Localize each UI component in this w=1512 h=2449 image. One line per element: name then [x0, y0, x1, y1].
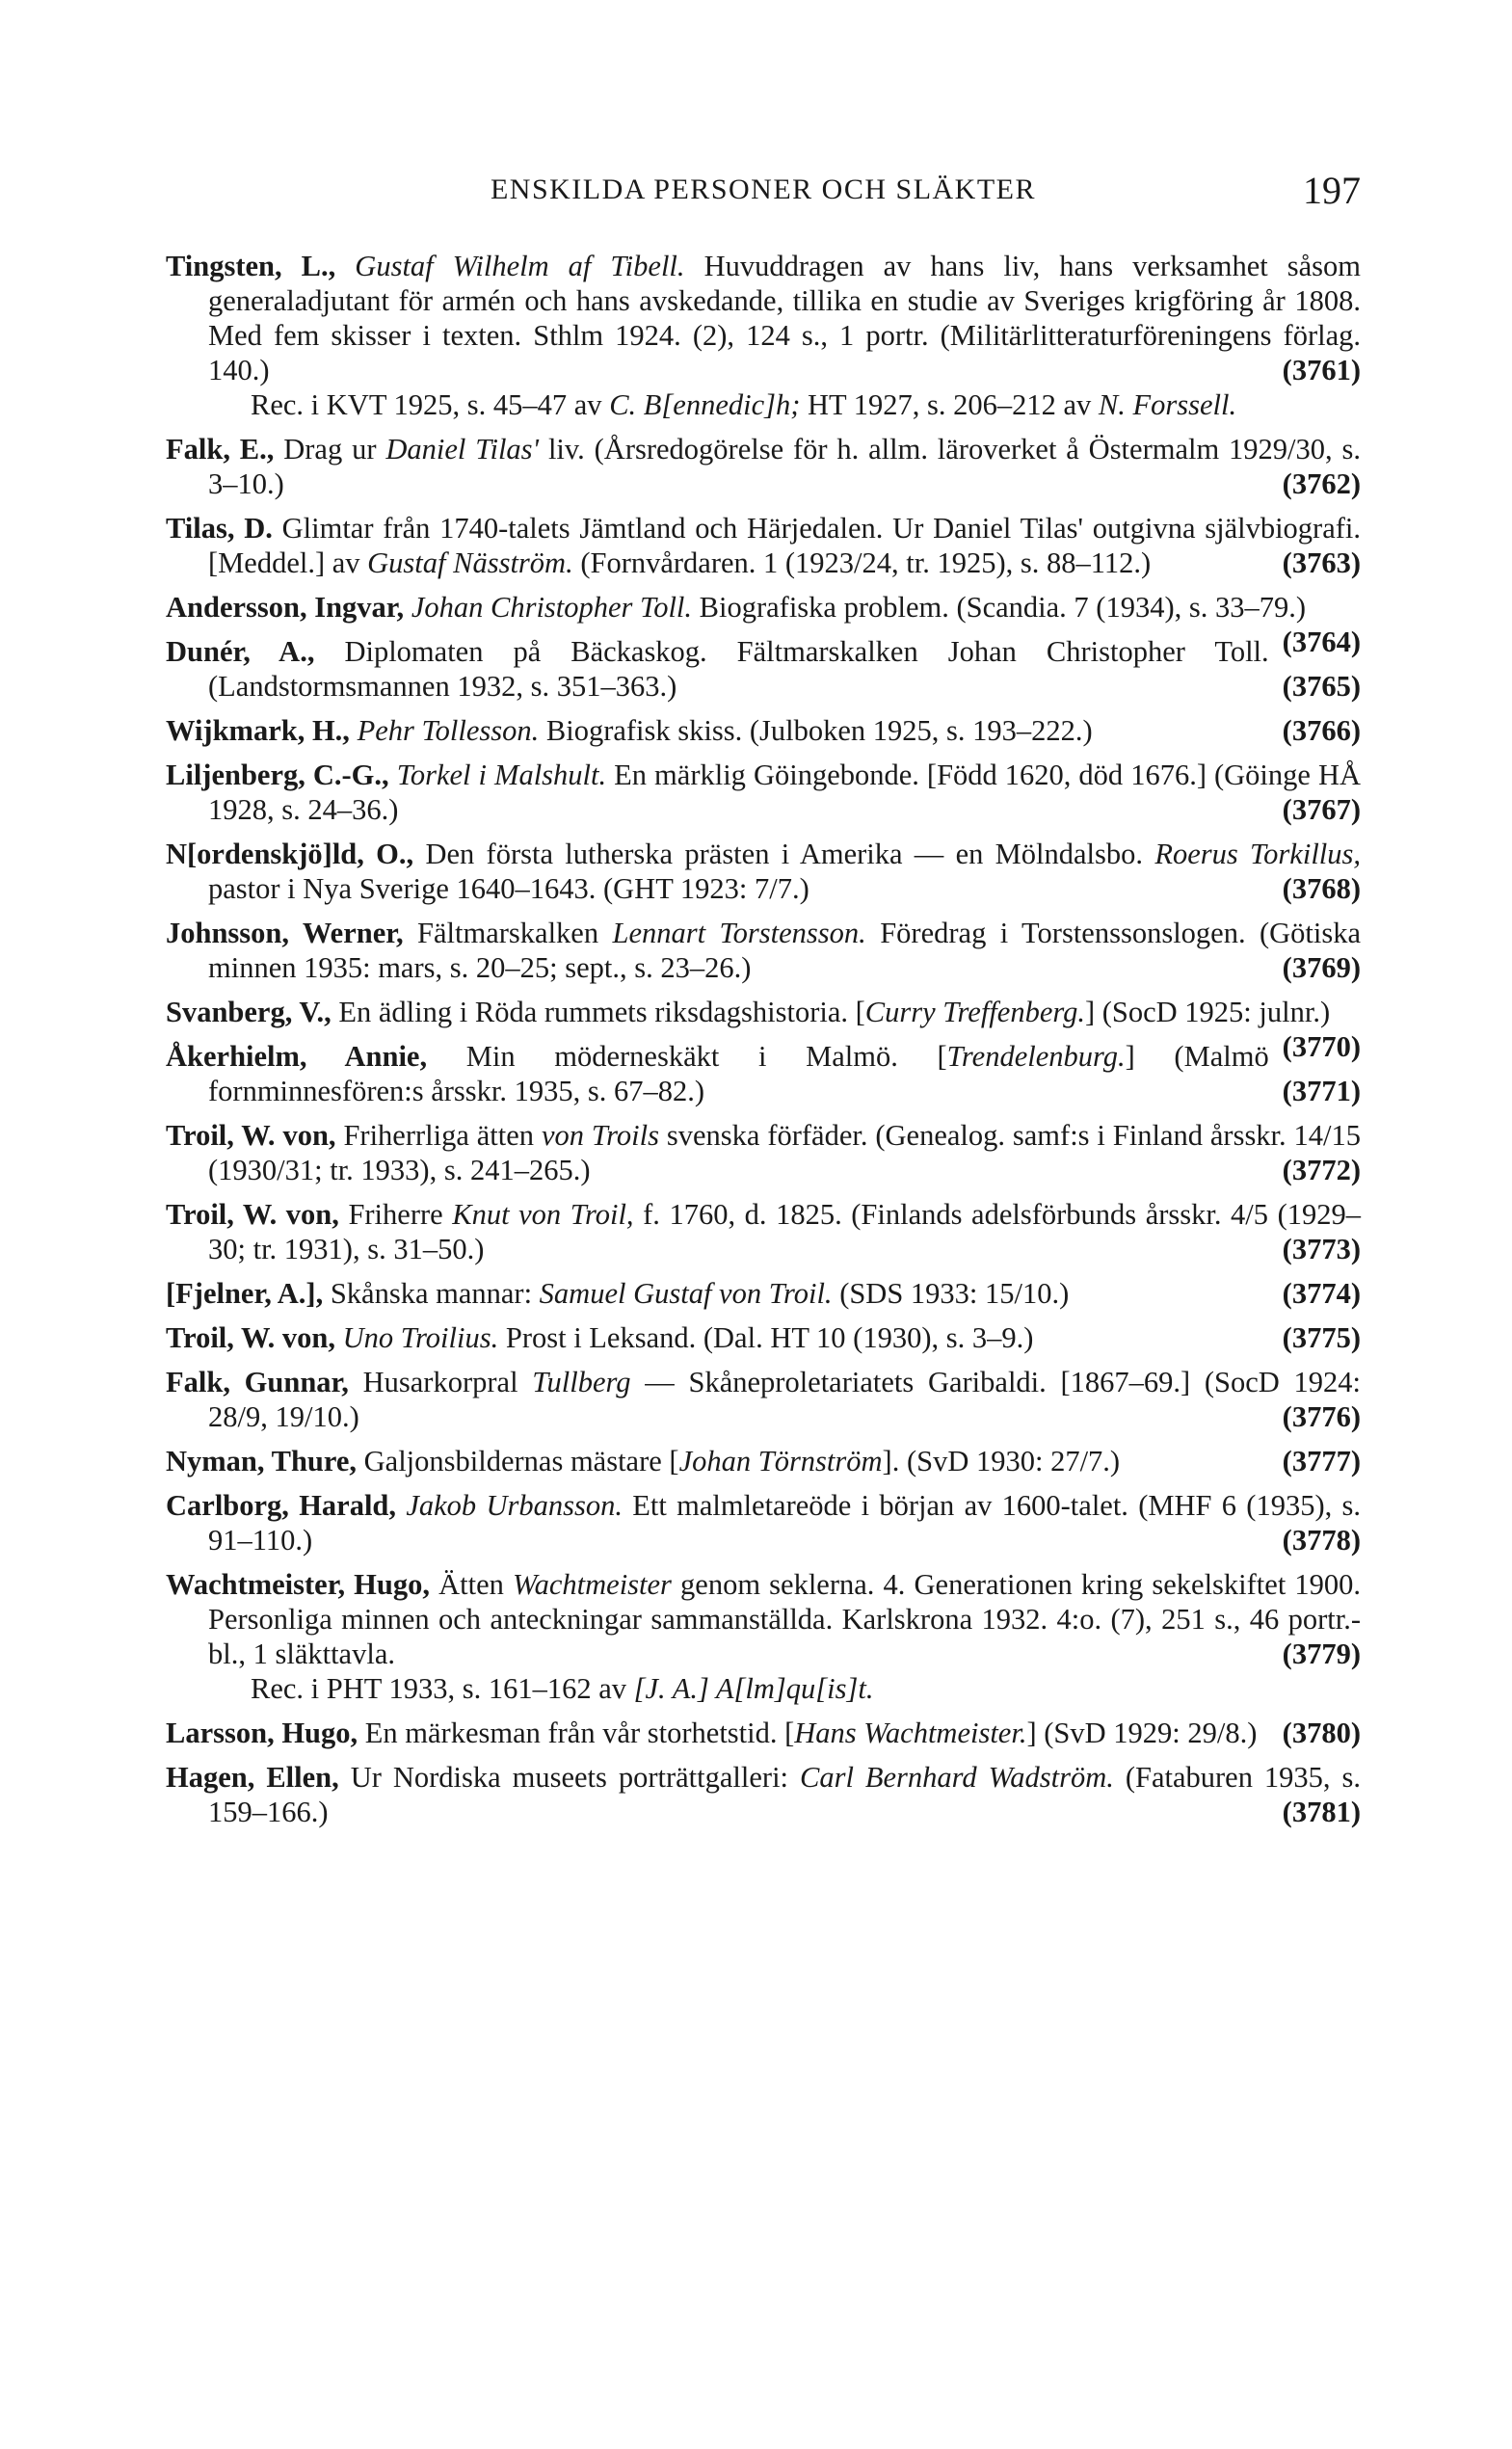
entry-author: Carlborg, Harald, — [166, 1489, 397, 1522]
entry-pre: Ur Nordiska museets porträttgalleri: — [350, 1761, 789, 1794]
entry-number: (3776) — [1282, 1400, 1361, 1433]
entry-3780 — [166, 1716, 1361, 1750]
entry-3773 — [166, 1197, 1361, 1266]
entry-3763 — [166, 511, 1361, 580]
entry-author: N[ordenskjö]ld, O., — [166, 838, 414, 870]
entry-3774 — [166, 1276, 1361, 1311]
entry-number: (3771) — [1282, 1075, 1361, 1107]
entry-3765 — [166, 634, 1361, 704]
entry-number: (3761) — [1282, 354, 1361, 386]
entry-title: Roerus Torkillus, — [1154, 838, 1362, 870]
entry-text: Biografiska problem. (Scandia. 7 (1934), s. 33–79.) — [699, 591, 1307, 624]
entry-number: (3774) — [1282, 1277, 1361, 1310]
entry-author: Wijkmark, H., — [166, 714, 350, 747]
entry-3777 — [166, 1444, 1361, 1478]
review-3761 — [166, 387, 1361, 422]
entry-number: (3763) — [1282, 546, 1361, 579]
entry-title: Trendelenburg. — [946, 1040, 1126, 1073]
entry-number: (3778) — [1282, 1524, 1361, 1557]
entry-pre: Husarkorpral — [362, 1366, 518, 1398]
entry-author: Hagen, Ellen, — [166, 1761, 339, 1794]
running-head-title: ENSKILDA PERSONER OCH SLÄKTER — [490, 173, 1037, 205]
entry-title: Samuel Gustaf von Troil. — [539, 1277, 833, 1310]
entry-3781 — [166, 1760, 1361, 1829]
entry-text: — Skåneproletariatets Garibaldi. [1867–69.] (SocD 1924: 28/9, 19/10.) — [208, 1366, 1362, 1433]
entry-number: (3766) — [1282, 714, 1361, 747]
entry-3779 — [166, 1567, 1361, 1671]
entry-title: Uno Troilius. — [342, 1321, 499, 1354]
entry-number: (3765) — [1282, 670, 1361, 703]
entry-number: (3764) — [1282, 626, 1361, 658]
review-author: C. B[ennedic]h; — [609, 388, 801, 421]
entry-text-2: (Fornvårdaren. 1 (1923/24, tr. 1925), s. 88–112.) — [580, 546, 1152, 579]
bibliography-list — [166, 249, 1361, 1829]
entry-3772 — [166, 1118, 1361, 1187]
entry-text: En märklig Göingebonde. [Född 1620, död 1676.] (Göinge HÅ 1928, s. 24–36.) — [208, 759, 1362, 826]
entry-title: Johan Törnström — [678, 1445, 883, 1477]
entry-title: Lennart Torstensson. — [612, 917, 866, 949]
entry-number: (3773) — [1282, 1233, 1361, 1265]
entry-text: En märkesman från vår storhetstid. [ — [364, 1717, 795, 1749]
entry-number: (3767) — [1282, 793, 1361, 826]
entry-author: Troil, W. von, — [166, 1119, 336, 1152]
entry-author: Tilas, D. — [166, 512, 273, 545]
entry-title: Torkel i Malshult. — [396, 759, 607, 791]
running-head — [166, 169, 1361, 231]
entry-number: (3768) — [1282, 872, 1361, 905]
entry-3778 — [166, 1488, 1361, 1557]
entry-author: Dunér, A., — [166, 635, 315, 668]
entry-3769 — [166, 916, 1361, 985]
entry-author: Falk, Gunnar, — [166, 1366, 349, 1398]
review-author-2: N. Forssell. — [1098, 388, 1237, 421]
entry-3761 — [166, 249, 1361, 387]
page — [166, 169, 1362, 1839]
entry-number: (3772) — [1282, 1154, 1361, 1186]
entry-pre: Friherre — [348, 1198, 443, 1231]
entry-author: Nyman, Thure, — [166, 1445, 358, 1477]
review-text: Rec. i PHT 1933, s. 161–162 av — [251, 1672, 626, 1705]
entry-text-2: ] (SocD 1925: julnr.) — [1084, 996, 1331, 1028]
entry-text: Diplomaten på Bäckaskog. Fältmarskalken Johan Christopher Toll. (Landstormsmannen 1932, s. 351–363.) — [208, 635, 1269, 703]
entry-pre: Drag ur — [283, 433, 377, 466]
entry-text: Prost i Leksand. (Dal. HT 10 (1930), s. 3–9.) — [505, 1321, 1034, 1354]
entry-author: Tingsten, L., — [166, 250, 336, 282]
entry-author: Andersson, Ingvar, — [166, 591, 405, 624]
entry-title: Tullberg — [532, 1366, 631, 1398]
entry-title: Jakob Urbansson. — [406, 1489, 623, 1522]
entry-title: Hans Wachtmeister. — [794, 1717, 1027, 1749]
entry-3762 — [166, 432, 1361, 501]
entry-title: Johan Christopher Toll. — [411, 591, 693, 624]
entry-text: Friherrliga ätten — [343, 1119, 535, 1152]
entry-text: (Fataburen 1935, s. 159–166.) — [208, 1761, 1361, 1828]
entry-author: Åkerhielm, Annie, — [166, 1040, 428, 1073]
entry-author: Troil, W. von, — [166, 1198, 339, 1231]
entry-text-2: ]. (SvD 1930: 27/7.) — [882, 1445, 1121, 1477]
entry-number: (3762) — [1282, 467, 1361, 500]
entry-number: (3780) — [1282, 1717, 1361, 1749]
entry-number: (3777) — [1282, 1445, 1361, 1477]
entry-number: (3775) — [1282, 1321, 1361, 1354]
entry-3776 — [166, 1365, 1361, 1434]
entry-text: liv. (Årsredogörelse för h. allm. läroverket å Östermalm 1929/30, s. 3–10.) — [208, 433, 1361, 500]
entry-3767 — [166, 758, 1361, 827]
entry-number: (3770) — [1282, 1030, 1361, 1063]
entry-title: Carl Bernhard Wadström. — [799, 1761, 1114, 1794]
entry-author: Falk, E., — [166, 433, 275, 466]
page-number: 197 — [1303, 169, 1361, 212]
entry-author: Svanberg, V., — [166, 996, 332, 1028]
entry-title: Wachtmeister — [513, 1568, 672, 1601]
entry-text-2: svenska förfäder. (Genealog. samf:s i Finland årsskr. 14/15 (1930/31; tr. 1933), s. 241–265.) — [208, 1119, 1362, 1186]
entry-number: (3769) — [1282, 951, 1361, 984]
entry-author: [Fjelner, A.], — [166, 1277, 324, 1310]
entry-text: Ett malmletareöde i början av 1600-talet. (MHF 6 (1935), s. 91–110.) — [208, 1489, 1362, 1557]
entry-author: Wachtmeister, Hugo, — [166, 1568, 430, 1601]
entry-3766 — [166, 713, 1361, 748]
entry-text: genom seklerna. 4. Generationen kring sekelskiftet 1900. Personliga minnen och anteckningar sammanställda. Karlskrona 1932. 4:o. (7), 251 s., 46 portr.-bl., 1 släkttavla. — [208, 1568, 1362, 1670]
entry-author: Troil, W. von, — [166, 1321, 336, 1354]
entry-text: Glimtar från 1740-talets Jämtland och Härjedalen. Ur Daniel Tilas' outgivna självbiografi. [Meddel.] av — [208, 512, 1362, 579]
entry-title: Gustaf Wilhelm af Tibell. — [355, 250, 685, 282]
entry-title: von Troils — [541, 1119, 659, 1152]
entry-text: Den första lutherska prästen i Amerika — en Mölndalsbo. — [425, 838, 1144, 870]
entry-text: Galjonsbildernas mästare [ — [363, 1445, 679, 1477]
entry-title: Knut von Troil, — [452, 1198, 634, 1231]
entry-text: En ädling i Röda rummets riksdagshistoria. [ — [338, 996, 865, 1028]
entry-number: (3781) — [1282, 1796, 1361, 1828]
review-3779 — [166, 1671, 1361, 1706]
entry-title: Daniel Tilas' — [385, 433, 540, 466]
entry-pre: Fältmarskalken — [417, 917, 599, 949]
entry-text: (SDS 1933: 15/10.) — [839, 1277, 1070, 1310]
review-text-2: HT 1927, s. 206–212 av — [808, 388, 1092, 421]
entry-text: Huvuddragen av hans liv, hans verksamhet såsom generaladjutant för armén och hans avskedande, tillika en studie av Sveriges krigföring år 1808. Med fem skisser i texten. Sthlm 1924. (2), 124 s., 1 portr. (Militärlitteraturföreningens förlag. 140.) — [208, 250, 1362, 386]
entry-text: Min möderneskäkt i Malmö. [ — [465, 1040, 947, 1073]
entry-text-2: ] (SvD 1929: 29/8.) — [1026, 1717, 1258, 1749]
entry-author: Larsson, Hugo, — [166, 1717, 358, 1749]
review-text: Rec. i KVT 1925, s. 45–47 av — [251, 388, 602, 421]
review-author: [J. A.] A[lm]qu[is]t. — [633, 1672, 874, 1705]
entry-text-2: ] (Malmö fornminnesfören:s årsskr. 1935, s. 67–82.) — [208, 1040, 1269, 1107]
entry-3775 — [166, 1320, 1361, 1355]
entry-text: f. 1760, d. 1825. (Finlands adelsförbunds årsskr. 4/5 (1929–30; tr. 1931), s. 31–50.) — [208, 1198, 1361, 1265]
entry-3768 — [166, 837, 1361, 906]
entry-title: Pehr Tollesson. — [357, 714, 540, 747]
entry-text: Föredrag i Torstenssonslogen. (Götiska minnen 1935: mars, s. 20–25; sept., s. 23–26.) — [208, 917, 1362, 984]
entry-author: Johnsson, Werner, — [166, 917, 404, 949]
entry-text-2: pastor i Nya Sverige 1640–1643. (GHT 1923: 7/7.) — [208, 872, 809, 905]
entry-number: (3779) — [1282, 1637, 1361, 1670]
entry-pre: Ätten — [438, 1568, 504, 1601]
entry-text: Biografisk skiss. (Julboken 1925, s. 193–222.) — [545, 714, 1093, 747]
entry-title: Gustaf Näsström. — [367, 546, 573, 579]
entry-pre: Skånska mannar: — [330, 1277, 533, 1310]
entry-3771 — [166, 1039, 1361, 1108]
entry-author: Liljenberg, C.-G., — [166, 759, 389, 791]
entry-title: Curry Treffenberg. — [864, 996, 1085, 1028]
